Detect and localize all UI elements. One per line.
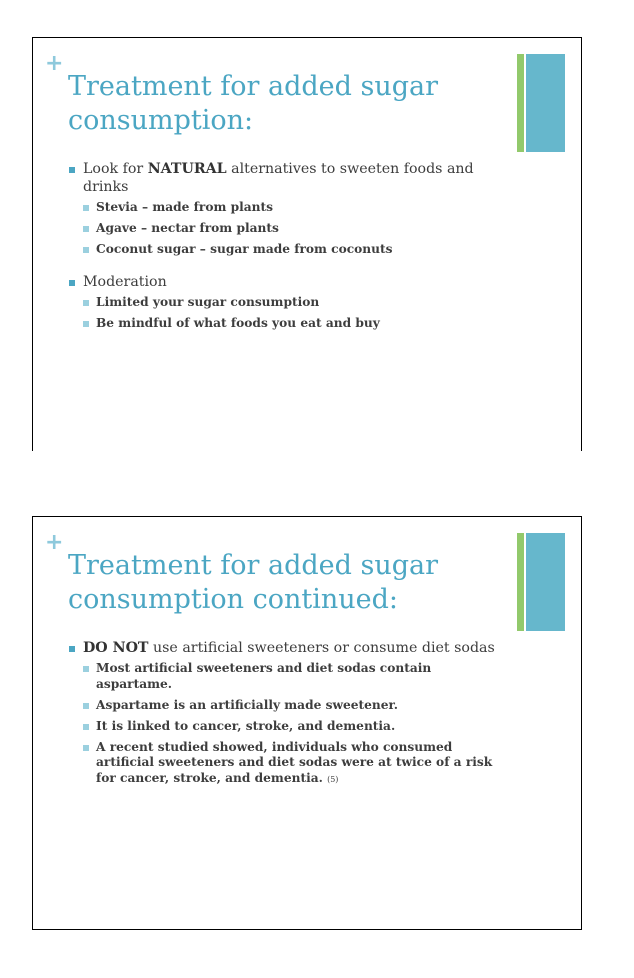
bullet-text: A recent studied showed, individuals who consumed artificial sweeteners and diet sodas were at twice of a risk for cancer, stroke, and dementia. — [96, 739, 493, 785]
slide-2 — [32, 516, 582, 930]
slide-content — [67, 160, 507, 337]
plus-icon: + — [45, 530, 64, 555]
accent-bar-green — [517, 533, 524, 631]
sub-bullet: Be mindful of what foods you eat and buy — [67, 316, 507, 332]
accent-bar-green — [517, 54, 524, 152]
bullet-text: Look for — [83, 161, 148, 177]
bullet-list — [67, 639, 507, 787]
bullet-do-not — [67, 639, 507, 657]
bullet-natural-alternatives — [67, 160, 507, 196]
bullet-moderation: Moderation — [67, 273, 507, 291]
emphasis-text: DO NOT — [83, 640, 149, 656]
emphasis-text: NATURAL — [147, 161, 227, 177]
citation: (5) — [327, 774, 339, 784]
sub-bullet-study — [67, 740, 507, 788]
bullet-text: use artificial sweeteners or consume diet sodas — [148, 640, 495, 656]
slide-1 — [32, 37, 582, 451]
sub-bullet: Stevia – made from plants — [67, 200, 507, 216]
sub-bullet: Limited your sugar consumption — [67, 295, 507, 311]
sub-bullet: It is linked to cancer, stroke, and dementia. — [67, 719, 507, 735]
plus-icon: + — [45, 51, 64, 76]
slide-content — [67, 639, 507, 793]
accent-block-blue — [526, 533, 565, 631]
accent-block-blue — [526, 54, 565, 152]
bullet-text: alternatives to sweeten foods and drinks — [83, 161, 474, 195]
slide-title: Treatment for added sugar consumption: — [68, 71, 439, 136]
sub-bullet: Agave – nectar from plants — [67, 221, 507, 237]
bullet-list — [67, 160, 507, 332]
spacer — [67, 263, 507, 273]
sub-bullet: Most artificial sweeteners and diet sodas contain aspartame. — [67, 661, 507, 692]
slide-title: Treatment for added sugar consumption continued: — [68, 550, 439, 615]
sub-bullet: Aspartame is an artificially made sweetener. — [67, 698, 507, 714]
sub-bullet: Coconut sugar – sugar made from coconuts — [67, 242, 507, 258]
